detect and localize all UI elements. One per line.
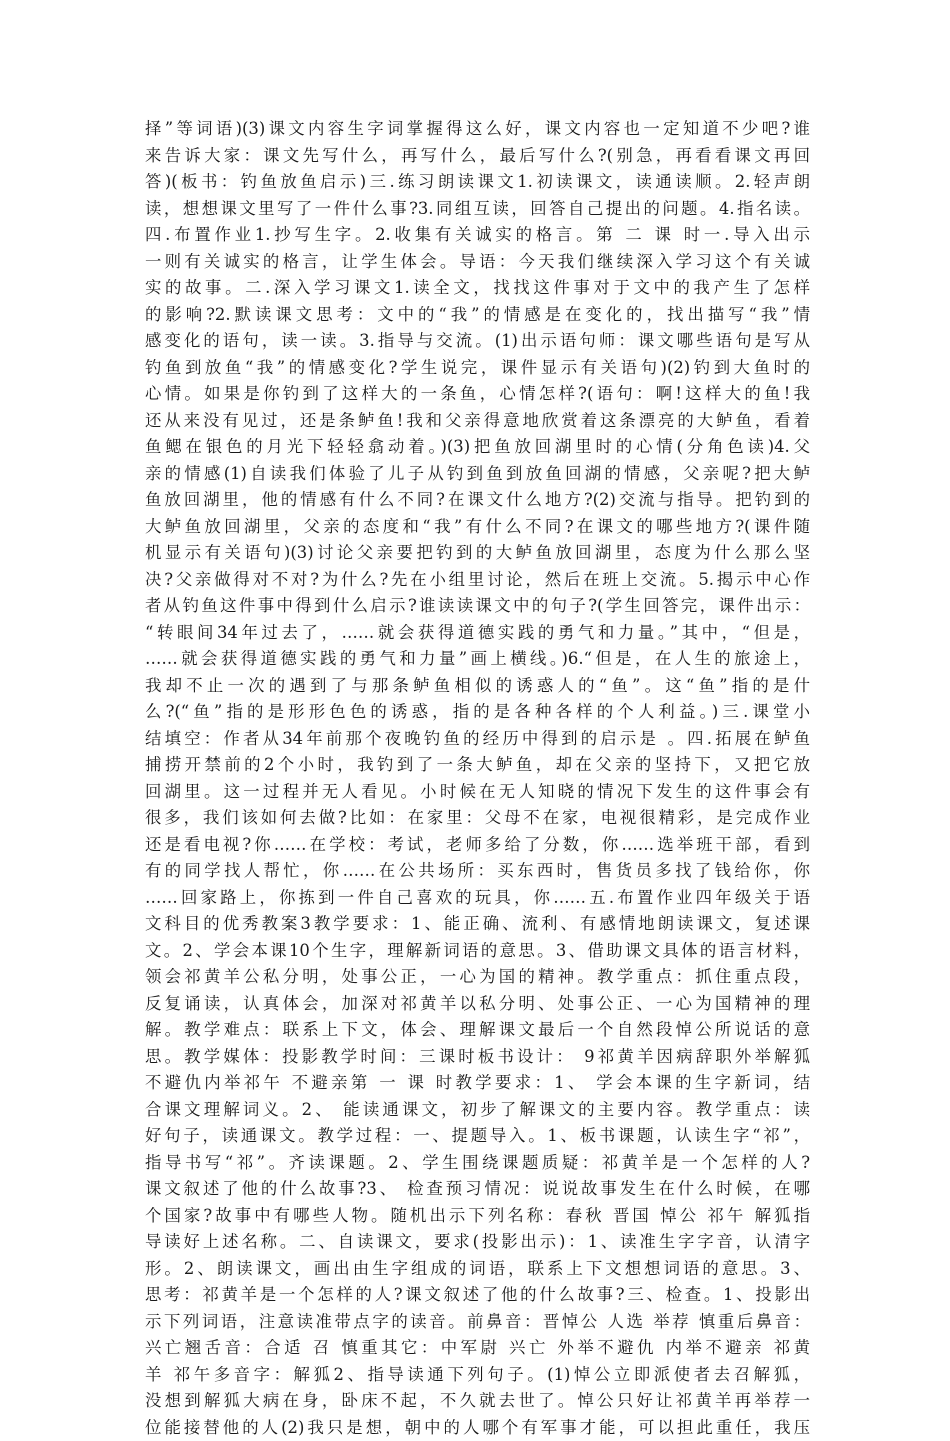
text-line: 读，想想课文里写了一件什么事?3.同组互读，回答自己提出的问题。4.指名读。 [145, 196, 810, 223]
text-line: 亲的情感(1)自读我们体验了儿子从钓到鱼到放鱼回湖的情感，父亲呢?把大鲈 [145, 461, 810, 488]
text-line: 很多，我们该如何去做?比如：在家里：父母不在家，电视很精彩，是完成作业 [145, 805, 810, 832]
text-line: 决?父亲做得对不对?为什么?先在小组里讨论，然后在班上交流。5.揭示中心作 [145, 567, 810, 594]
text-line: 钓鱼到放鱼“我”的情感变化?学生说完，课件显示有关语句)(2)钓到大鱼时的 [145, 355, 810, 382]
text-line: 领会祁黄羊公私分明，处事公正，一心为国的精神。教学重点：抓住重点段， [145, 964, 810, 991]
text-line: 没想到解狐大病在身，卧床不起，不久就去世了。悼公只好让祁黄羊再举荐一 [145, 1388, 810, 1415]
text-line: 一则有关诚实的格言，让学生体会。导语：今天我们继续深入学习这个有关诚 [145, 249, 810, 276]
text-line: 个国家?故事中有哪些人物。随机出示下列名称：春秋 晋国 悼公 祁午 解狐指 [145, 1203, 810, 1230]
text-line: 回湖里。这一过程并无人看见。小时候在无人知晓的情况下发生的这件事会有 [145, 779, 810, 806]
text-line: 还从来没有见过，还是条鲈鱼!我和父亲得意地欣赏着这条漂亮的大鲈鱼，看着 [145, 408, 810, 435]
text-line: 鱼鳃在银色的月光下轻轻翕动着。)(3)把鱼放回湖里时的心情(分角色读)4.父 [145, 434, 810, 461]
text-line: 文。2、学会本课10个生字，理解新词语的意思。3、借助课文具体的语言材料， [145, 938, 810, 965]
text-line: 实的故事。二.深入学习课文1.读全文，找找这件事对于文中的我产生了怎样 [145, 275, 810, 302]
text-line: 羊 祁午多音字：解狐2、指导读通下列句子。(1)悼公立即派使者去召解狐， [145, 1362, 810, 1389]
text-line: 择”等词语)(3)课文内容生字词掌握得这么好，课文内容也一定知道不少吧?谁 [145, 116, 810, 143]
text-line: 课文叙述了他的什么故事?3、 检查预习情况：说说故事发生在什么时候，在哪 [145, 1176, 810, 1203]
text-line: 思考：祁黄羊是一个怎样的人?课文叙述了他的什么故事?三、检查。1、投影出 [145, 1282, 810, 1309]
text-line: 不避仇内举祁午 不避亲第 一 课 时教学要求：1、 学会本课的生字新词，结 [145, 1070, 810, 1097]
text-line: 兴亡翘舌音：合适 召 慎重其它：中军尉 兴亡 外举不避仇 内举不避亲 祁黄 [145, 1335, 810, 1362]
text-line: ……回家路上，你拣到一件自己喜欢的玩具，你……五.布置作业四年级关于语 [145, 885, 810, 912]
text-line: 反复诵读，认真体会，加深对祁黄羊以私分明、处事公正、一心为国精神的理 [145, 991, 810, 1018]
body-text [145, 116, 810, 1441]
text-line: 鱼放回湖里，他的情感有什么不同?在课文什么地方?(2)交流与指导。把钓到的 [145, 487, 810, 514]
text-line: 形。2、朗读课文，画出由生字组成的词语，联系上下文想想词语的意思。3、 [145, 1256, 810, 1283]
text-line: 位能接替他的人(2)我只是想，朝中的人哪个有军事才能，可以担此重任，我压 [145, 1415, 810, 1441]
text-line: 来告诉大家：课文先写什么，再写什么，最后写什么?(别急，再看看课文再回 [145, 143, 810, 170]
text-line: 指导书写“祁”。齐读课题。2、学生围绕课题质疑：祁黄羊是一个怎样的人? [145, 1150, 810, 1177]
text-line: 的影响?2.默读课文思考：文中的“我”的情感是在变化的，找出描写“我”情 [145, 302, 810, 329]
text-line: 示下列词语，注意读准带点字的读音。前鼻音：晋悼公 人选 举荐 慎重后鼻音： [145, 1309, 810, 1336]
text-line: 四.布置作业1.抄写生字。2.收集有关诚实的格言。第 二 课 时一.导入出示 [145, 222, 810, 249]
text-line: 合课文理解词义。2、 能读通课文，初步了解课文的主要内容。教学重点：读 [145, 1097, 810, 1124]
text-line: 捕捞开禁前的2个小时，我钓到了一条大鲈鱼，却在父亲的坚持下，又把它放 [145, 752, 810, 779]
text-line: 还是看电视?你……在学校：考试，老师多给了分数，你……选举班干部，看到 [145, 832, 810, 859]
text-line: ……就会获得道德实践的勇气和力量”画上横线。)6.“但是，在人生的旅途上， [145, 646, 810, 673]
text-line: 有的同学找人帮忙，你……在公共场所：买东西时，售货员多找了钱给你，你 [145, 858, 810, 885]
text-line: 我却不止一次的遇到了与那条鲈鱼相似的诱惑人的“鱼”。这“鱼”指的是什 [145, 673, 810, 700]
text-line: 大鲈鱼放回湖里，父亲的态度和“我”有什么不同?在课文的哪些地方?(课件随 [145, 514, 810, 541]
text-line: 机显示有关语句)(3)讨论父亲要把钓到的大鲈鱼放回湖里，态度为什么那么坚 [145, 540, 810, 567]
text-line: 文科目的优秀教案3教学要求：1、能正确、流利、有感情地朗读课文，复述课 [145, 911, 810, 938]
text-line: 么?(“鱼”指的是形形色色的诱惑，指的是各种各样的个人利益。)三.课堂小 [145, 699, 810, 726]
text-line: 结填空：作者从34年前那个夜晚钓鱼的经历中得到的启示是 。四.拓展在鲈鱼 [145, 726, 810, 753]
text-line: 感变化的语句，读一读。3.指导与交流。(1)出示语句师：课文哪些语句是写从 [145, 328, 810, 355]
text-line: “转眼间34年过去了，……就会获得道德实践的勇气和力量。”其中，“但是， [145, 620, 810, 647]
text-line: 解。教学难点：联系上下文，体会、理解课文最后一个自然段悼公所说话的意 [145, 1017, 810, 1044]
text-line: 心情。如果是你钓到了这样大的一条鱼，心情怎样?(语句：啊!这样大的鱼!我 [145, 381, 810, 408]
text-line: 导读好上述名称。二、自读课文，要求(投影出示)：1、读准生字字音，认清字 [145, 1229, 810, 1256]
text-line: 答)(板书：钓鱼放鱼启示)三.练习朗读课文1.初读课文，读通读顺。2.轻声朗 [145, 169, 810, 196]
text-line: 者从钓鱼这件事中得到什么启示?谁读读课文中的句子?(学生回答完，课件出示： [145, 593, 810, 620]
text-line: 思。教学媒体：投影教学时间：三课时板书设计： 9祁黄羊因病辞职外举解狐 [145, 1044, 810, 1071]
text-line: 好句子，读通课文。教学过程：一、提题导入。1、板书课题，认读生字“祁”， [145, 1123, 810, 1150]
